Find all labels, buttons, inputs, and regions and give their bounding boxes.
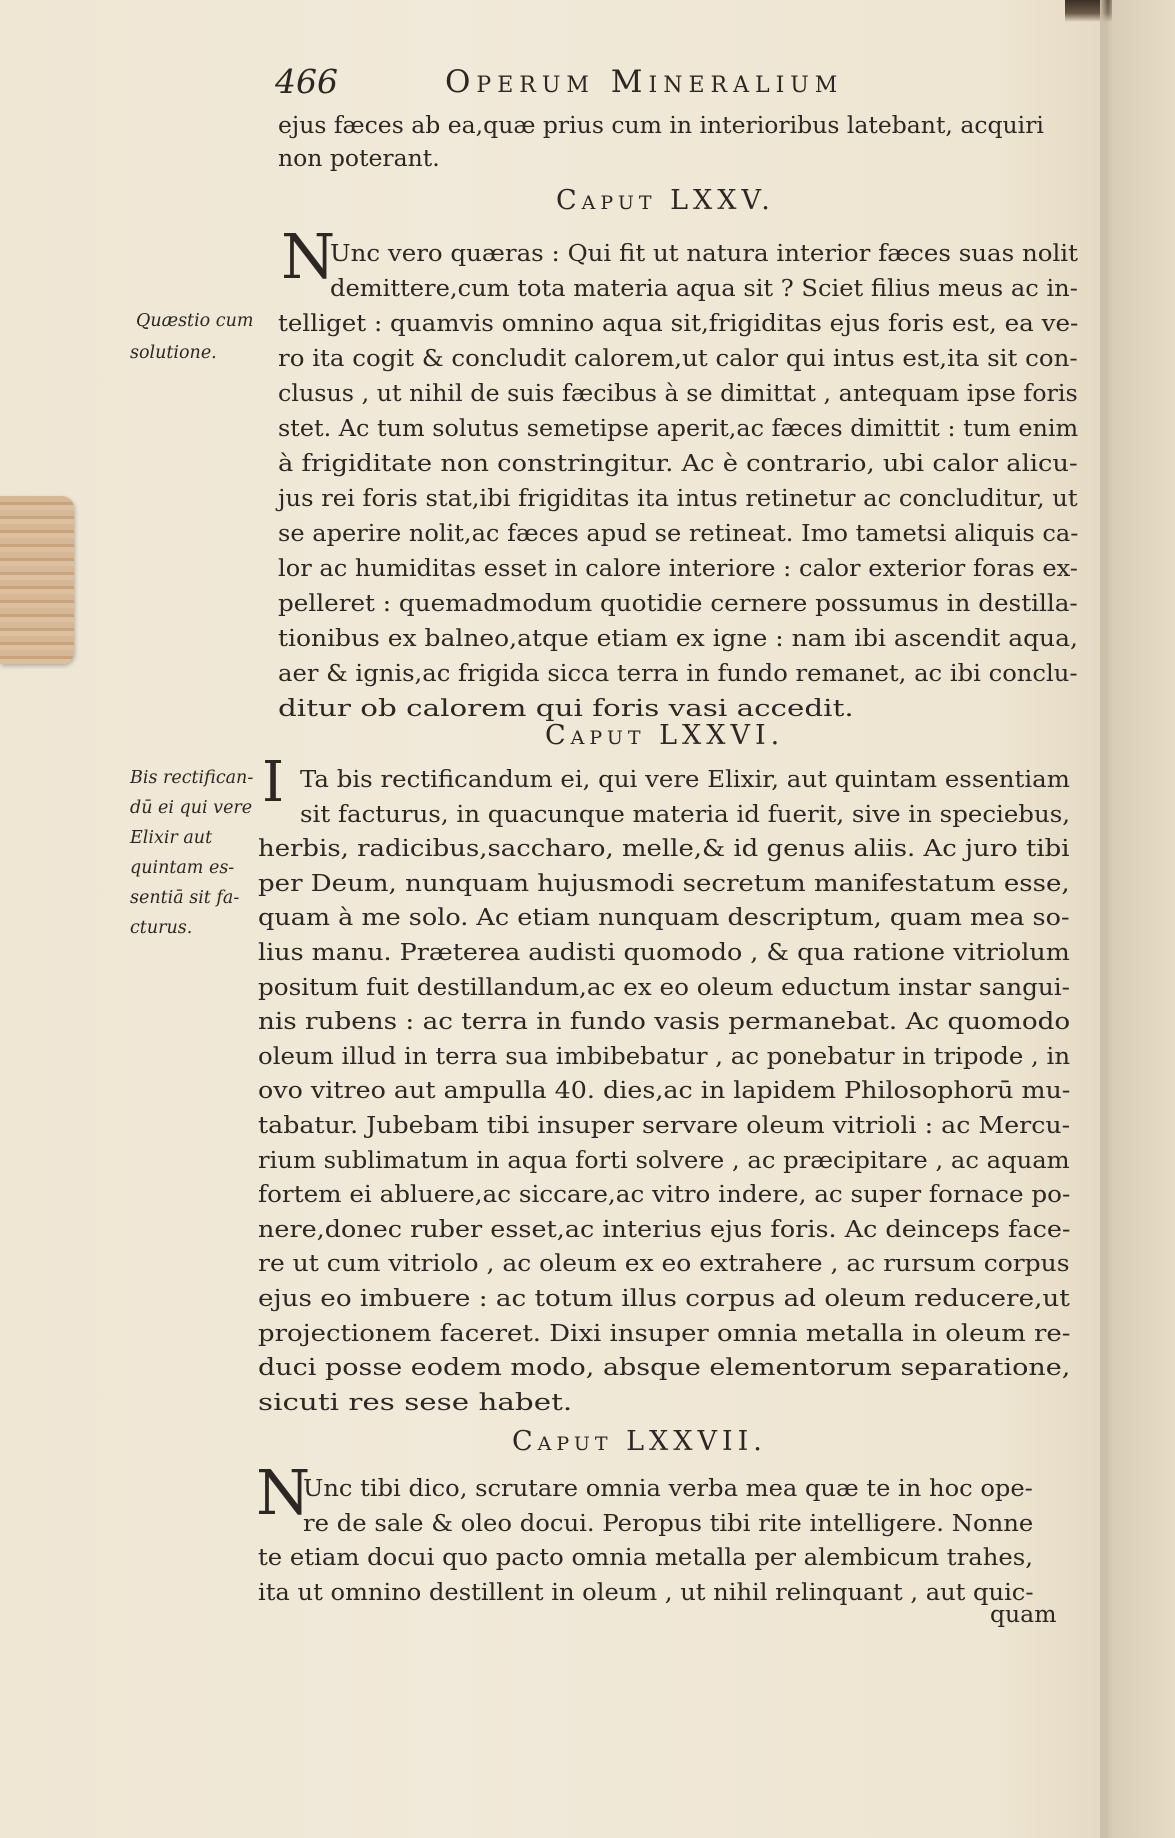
- text-line: duci posse eodem modo, absque elementorum separatione,: [258, 1353, 1071, 1382]
- text-line: Ta bis rectificandum ei, qui vere Elixir, aut quintam essentiam: [300, 765, 1070, 793]
- text-line: à frigiditate non constringitur. Ac è contrario, ubi calor alicu-: [278, 449, 1078, 477]
- running-title: Operum Mineralium: [445, 64, 844, 100]
- text-line: aer & ignis,ac frigida sicca terra in fundo remanet, ac ibi conclu-: [278, 659, 1078, 687]
- text-line: sicuti res sese habet.: [258, 1387, 573, 1416]
- text-line: sit facturus, in quacunque materia id fuerit, sive in speciebus,: [300, 799, 1071, 828]
- text-line: lius manu. Præterea audisti quomodo , & qua ratione vitriolum: [258, 938, 1070, 966]
- text-line: te etiam docui quo pacto omnia metalla per alembicum trahes,: [258, 1543, 1033, 1571]
- margin-note-line: sentiā sit fa-: [130, 888, 240, 908]
- text-line: non poterant.: [278, 144, 440, 172]
- text-line: stet. Ac tum solutus semetipse aperit,ac fæces dimittit : tum enim: [278, 414, 1079, 442]
- text-line: Unc tibi dico, scrutare omnia verba mea quæ te in hoc ope-: [303, 1474, 1033, 1502]
- facing-page-edge: [1112, 0, 1175, 1838]
- text-line: telliget : quamvis omnino aqua sit,frigiditas ejus foris est, ea ve-: [278, 309, 1079, 337]
- text-line: herbis, radicibus,saccharo, melle,& id genus aliis. Ac juro tibi: [258, 834, 1070, 863]
- text-line: demittere,cum tota materia aqua sit ? Sciet filius meus ac in-: [330, 274, 1078, 302]
- page-header: [275, 62, 940, 108]
- catchword: quam: [990, 1600, 1057, 1628]
- margin-note-line: Elixir aut: [130, 828, 213, 848]
- text-line: ejus fæces ab ea,quæ prius cum in interioribus latebant, acquiri: [278, 111, 1044, 139]
- text-line: projectionem faceret. Dixi insuper omnia metalla in oleum re-: [258, 1318, 1071, 1347]
- text-line: lor ac humiditas esset in calore interiore : calor exterior foras ex-: [278, 554, 1078, 582]
- text-line: per Deum, nunquam hujusmodi secretum manifestatum esse,: [258, 868, 1070, 897]
- text-line: Unc vero quæras : Qui fit ut natura interior fæces suas nolit: [330, 239, 1078, 267]
- text-line: clusus , ut nihil de suis fæcibus à se dimittat , antequam ipse foris: [278, 379, 1078, 407]
- chapter-heading: Caput LXXVII.: [512, 1426, 767, 1457]
- chapter-heading: Caput LXXVI.: [545, 720, 785, 751]
- text-line: se aperire nolit,ac fæces apud se retineat. Imo tametsi aliquis ca-: [278, 519, 1079, 547]
- chapter-heading: Caput LXXV.: [556, 185, 775, 216]
- drop-cap: N: [256, 1456, 311, 1529]
- page-number: 466: [275, 62, 338, 101]
- margin-note-line: cturus.: [130, 918, 193, 938]
- drop-cap: I: [262, 750, 285, 815]
- text-line: ejus eo imbuere : ac totum illus corpus ad oleum reducere,ut: [258, 1284, 1070, 1312]
- text-line: nis rubens : ac terra in fundo vasis permanebat. Ac quomodo: [258, 1007, 1071, 1036]
- margin-note-line: solutione.: [130, 343, 217, 363]
- text-line: re de sale & oleo docui. Peropus tibi rite intelligere. Nonne: [303, 1508, 1034, 1537]
- drop-cap: N: [281, 220, 336, 293]
- text-line: positum fuit destillandum,ac ex eo oleum eductum instar sangui-: [258, 972, 1070, 1001]
- margin-note-line: Quæstio cum: [136, 311, 254, 331]
- text-line: ditur ob calorem qui foris vasi accedit.: [278, 694, 854, 722]
- margin-note-line: Bis rectifican-: [130, 768, 254, 788]
- text-line: quam à me solo. Ac etiam nunquam descriptum, quam mea so-: [258, 903, 1070, 932]
- text-line: re ut cum vitriolo , ac oleum ex eo extrahere , ac rursum corpus: [258, 1249, 1070, 1278]
- text-line: ro ita cogit & concludit calorem,ut calor qui intus est,ita sit con-: [278, 344, 1078, 372]
- margin-note-line: dū ei qui vere: [130, 798, 253, 818]
- text-line: tabatur. Jubebam tibi insuper servare oleum vitrioli : ac Mercu-: [258, 1111, 1071, 1139]
- text-line: ovo vitreo aut ampulla 40. dies,ac in lapidem Philosophorū mu-: [258, 1076, 1071, 1105]
- margin-note-line: quintam es-: [130, 858, 235, 878]
- text-line: tionibus ex balneo,atque etiam ex igne : nam ibi ascendit aqua,: [278, 624, 1078, 652]
- text-line: pelleret : quemadmodum quotidie cernere possumus in destilla-: [278, 589, 1078, 617]
- text-line: oleum illud in terra sua imbibebatur , ac ponebatur in tripode , in: [258, 1041, 1071, 1070]
- text-line: rium sublimatum in aqua forti solvere , ac præcipitare , ac aquam: [258, 1145, 1070, 1174]
- paper-tab: [0, 496, 74, 664]
- text-line: jus rei foris stat,ibi frigiditas ita intus retinetur ac concluditur, ut: [278, 484, 1078, 512]
- text-line: ita ut omnino destillent in oleum , ut nihil relinquant , aut quic-: [258, 1577, 1034, 1606]
- text-line: nere,donec ruber esset,ac interius ejus foris. Ac deinceps face-: [258, 1214, 1071, 1243]
- text-line: fortem ei abluere,ac siccare,ac vitro indere, ac super fornace po-: [258, 1180, 1071, 1209]
